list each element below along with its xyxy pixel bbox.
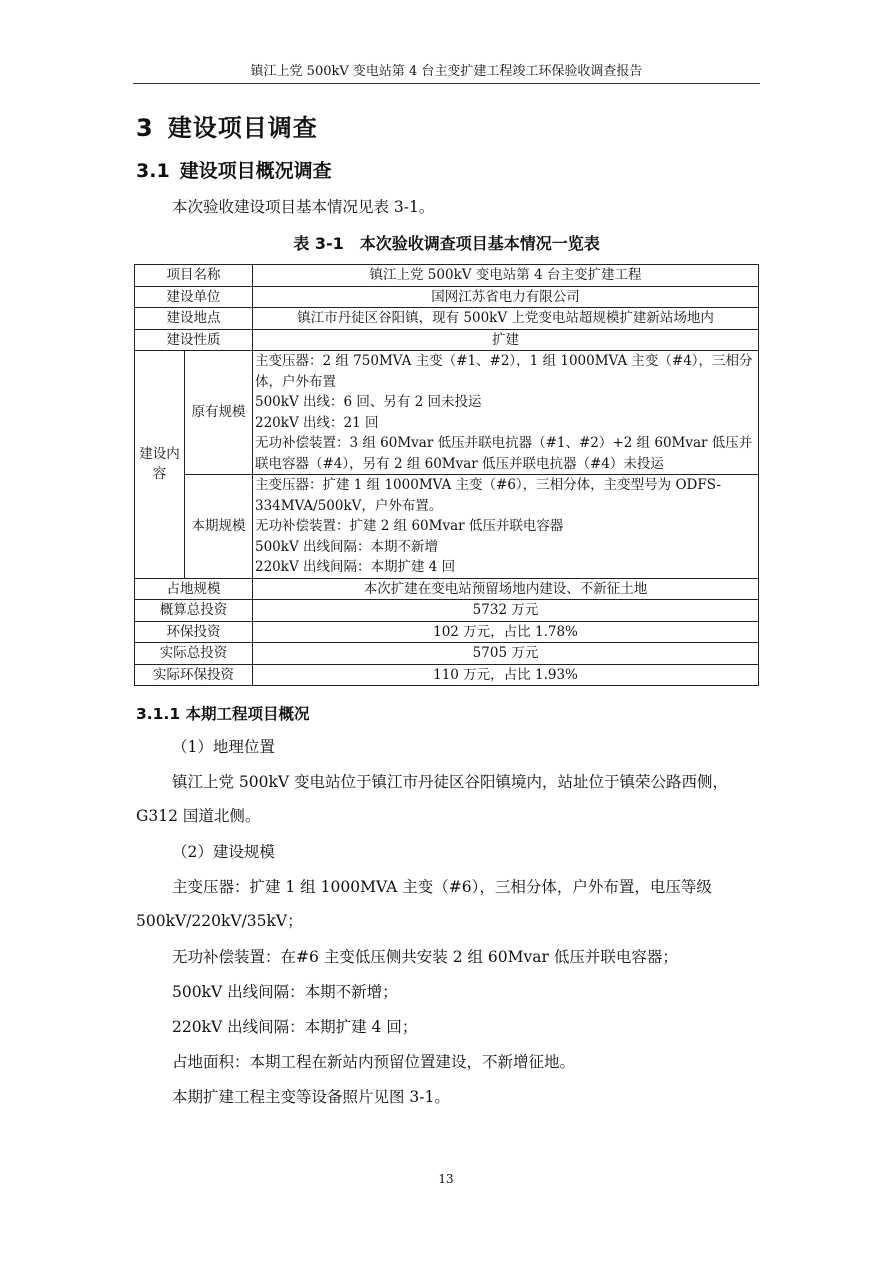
row-label: 项目名称	[135, 265, 253, 287]
table-row	[135, 351, 759, 475]
row-value: 镇江市丹徒区谷阳镇，现有 500kV 上党变电站超规模扩建新站场地内	[253, 308, 759, 330]
row-value: 5705 万元	[253, 643, 759, 665]
reactive-paragraph: 无功补偿装置：在#6 主变低压侧共安装 2 组 60Mvar 低压并联电容器；	[172, 948, 678, 966]
table-row	[135, 308, 759, 330]
existing-scale-label: 原有规模	[185, 351, 253, 475]
line500-paragraph: 500kV 出线间隔：本期不新增；	[172, 983, 398, 1001]
row-value: 110 万元，占比 1.93%	[253, 664, 759, 686]
table-row	[135, 475, 759, 579]
existing-scale-cell	[253, 351, 759, 475]
table-row	[135, 643, 759, 665]
subsubsection-number: 3.1.1	[136, 705, 181, 723]
project-info-table	[134, 264, 759, 686]
geo-paragraph: 镇江上党 500kV 变电站位于镇江市丹徒区谷阳镇境内，站址位于镇荣公路西侧，G312 国道北侧。	[136, 773, 729, 825]
row-label: 建设性质	[135, 329, 253, 351]
table-caption-title: 本次验收调查项目基本情况一览表	[359, 234, 600, 253]
existing-line: 220kV 出线：21 回	[255, 414, 379, 431]
section-title: 建设项目调查	[167, 114, 318, 142]
current-line: 主变压器：扩建 1 组 1000MVA 主变（#6），三相分体，主变型号为 ODFS-334MVA/500kV，户外布置。	[255, 477, 722, 514]
subsection-number: 3.1	[136, 160, 170, 182]
current-line: 500kV 出线间隔：本期不新增	[255, 538, 438, 555]
subsubsection-title: 本期工程项目概况	[185, 705, 310, 723]
geo-heading: （1）地理位置	[172, 738, 275, 756]
table-row	[135, 664, 759, 686]
row-value: 国网江苏省电力有限公司	[253, 286, 759, 308]
existing-line: 主变压器：2 组 750MVA 主变（#1、#2），1 组 1000MVA 主变（#4），三相分体，户外布置	[255, 353, 753, 390]
intro-paragraph: 本次验收建设项目基本情况见表 3-1。	[172, 198, 435, 216]
row-label: 建设单位	[135, 286, 253, 308]
line220-paragraph: 220kV 出线间隔：本期扩建 4 回；	[172, 1018, 418, 1036]
subsection-heading	[136, 156, 332, 183]
subsection-title: 建设项目概况调查	[179, 160, 332, 182]
row-label: 实际总投资	[135, 643, 253, 665]
existing-line: 无功补偿装置：3 组 60Mvar 低压并联电抗器（#1、#2）+2 组 60Mvar 低压并联电容器（#4），另有 2 组 60Mvar 低压并联电抗器（#4）未投运	[255, 435, 753, 472]
row-label: 建设地点	[135, 308, 253, 330]
table-row	[135, 265, 759, 287]
table-caption	[133, 231, 760, 254]
table-row	[135, 600, 759, 622]
row-label: 占地规模	[135, 578, 253, 600]
subsubsection-heading	[136, 702, 310, 724]
current-scale-label: 本期规模	[185, 475, 253, 579]
section-heading	[136, 108, 318, 143]
land-paragraph: 占地面积：本期工程在新站内预留位置建设，不新增征地。	[172, 1053, 576, 1071]
section-number: 3	[136, 114, 154, 142]
row-label: 实际环保投资	[135, 664, 253, 686]
table-caption-number: 表 3-1	[293, 234, 344, 253]
table-row	[135, 329, 759, 351]
existing-line: 500kV 出线：6 回、另有 2 回未投运	[255, 394, 482, 410]
current-scale-cell	[253, 475, 759, 579]
scale-heading: （2）建设规模	[172, 843, 275, 861]
row-value: 本次扩建在变电站预留场地内建设、不新征土地	[253, 578, 759, 600]
table-row	[135, 286, 759, 308]
transformer-paragraph: 主变压器：扩建 1 组 1000MVA 主变（#6），三相分体，户外布置，电压等级 500kV/220kV/35kV；	[136, 878, 712, 930]
current-line: 无功补偿装置：扩建 2 组 60Mvar 低压并联电容器	[255, 518, 564, 534]
row-value: 镇江上党 500kV 变电站第 4 台主变扩建工程	[253, 265, 759, 287]
table-row	[135, 621, 759, 643]
table-row	[135, 578, 759, 600]
row-value: 5732 万元	[253, 600, 759, 622]
current-line: 220kV 出线间隔：本期扩建 4 回	[255, 559, 456, 575]
page-number: 13	[438, 1172, 454, 1186]
row-label: 概算总投资	[135, 600, 253, 622]
row-value: 扩建	[253, 329, 759, 351]
content-label: 建设内容	[135, 351, 185, 579]
row-label: 环保投资	[135, 621, 253, 643]
running-header: 镇江上党 500kV 变电站第 4 台主变扩建工程竣工环保验收调查报告	[133, 63, 760, 84]
row-value: 102 万元，占比 1.78%	[253, 621, 759, 643]
photo-reference-paragraph: 本期扩建工程主变等设备照片见图 3-1。	[172, 1088, 450, 1106]
